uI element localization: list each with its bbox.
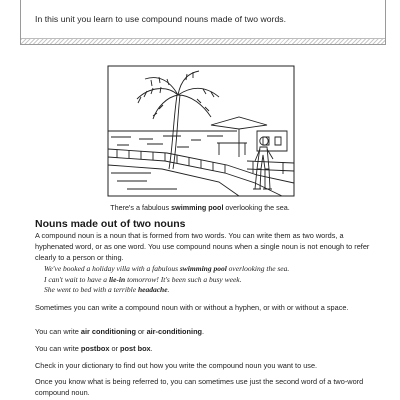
paragraph-text: or [109, 344, 121, 353]
second-word-paragraph: Once you know what is being referred to, you can sometimes use just the second word of a two-word compound noun. [35, 377, 364, 397]
example-sentence [44, 275, 374, 286]
example-text: I can't wait to have a [44, 274, 109, 284]
definition-paragraph: A compound noun is a noun that is formed from two words. You can write them as two words, a hyphenated word, or as one word. You use compound nouns when a single noun is not enough to refer clearly to a person or thing. [35, 231, 370, 262]
example-bold-term: lie-in [108, 274, 126, 284]
unit-intro-panel [20, 0, 386, 45]
dictionary-paragraph: Check in your dictionary to find out how you write the compound noun you want to use. [35, 361, 318, 370]
paragraph-text: . [150, 344, 153, 353]
paragraph-text: You can write [35, 327, 81, 336]
example-text: She went to bed with a terrible [44, 285, 138, 295]
bold-term: air conditioning [80, 327, 136, 336]
bold-term: air-conditioning [146, 327, 203, 336]
bold-term: postbox [80, 344, 110, 353]
example-sentence [44, 285, 374, 296]
caption-text-end: overlooking the sea. [223, 203, 290, 212]
paragraph-text: . [202, 327, 205, 336]
example-text: . [167, 285, 170, 295]
example-bold-term: swimming pool [179, 264, 227, 273]
caption-text-start: There's a fabulous [110, 203, 172, 212]
panel-stripe-border [21, 38, 385, 44]
caption-bold-term: swimming pool [171, 203, 224, 212]
paragraph-text: You can write [35, 344, 81, 353]
illustration-caption [0, 203, 400, 212]
example-sentences [44, 264, 374, 296]
example-bold-term: headache [137, 285, 168, 295]
section-title: Nouns made out of two nouns [35, 218, 186, 230]
unit-intro-text: In this unit you learn to use compound nouns made of two words. [35, 14, 287, 24]
swimming-pool-illustration [107, 65, 295, 197]
example-text: overlooking the sea. [226, 264, 290, 273]
postbox-paragraph [35, 344, 380, 355]
example-text: We've booked a holiday villa with a fabulous [44, 264, 180, 273]
bold-term: post box [120, 344, 151, 353]
hyphen-paragraph: Sometimes you can write a compound noun with or without a hyphen, or with or without a space. [35, 303, 349, 312]
paragraph-text: or [135, 327, 147, 336]
example-sentence [44, 264, 374, 275]
example-text: tomorrow! It's been such a busy week. [125, 274, 242, 284]
air-conditioning-paragraph [35, 327, 380, 338]
